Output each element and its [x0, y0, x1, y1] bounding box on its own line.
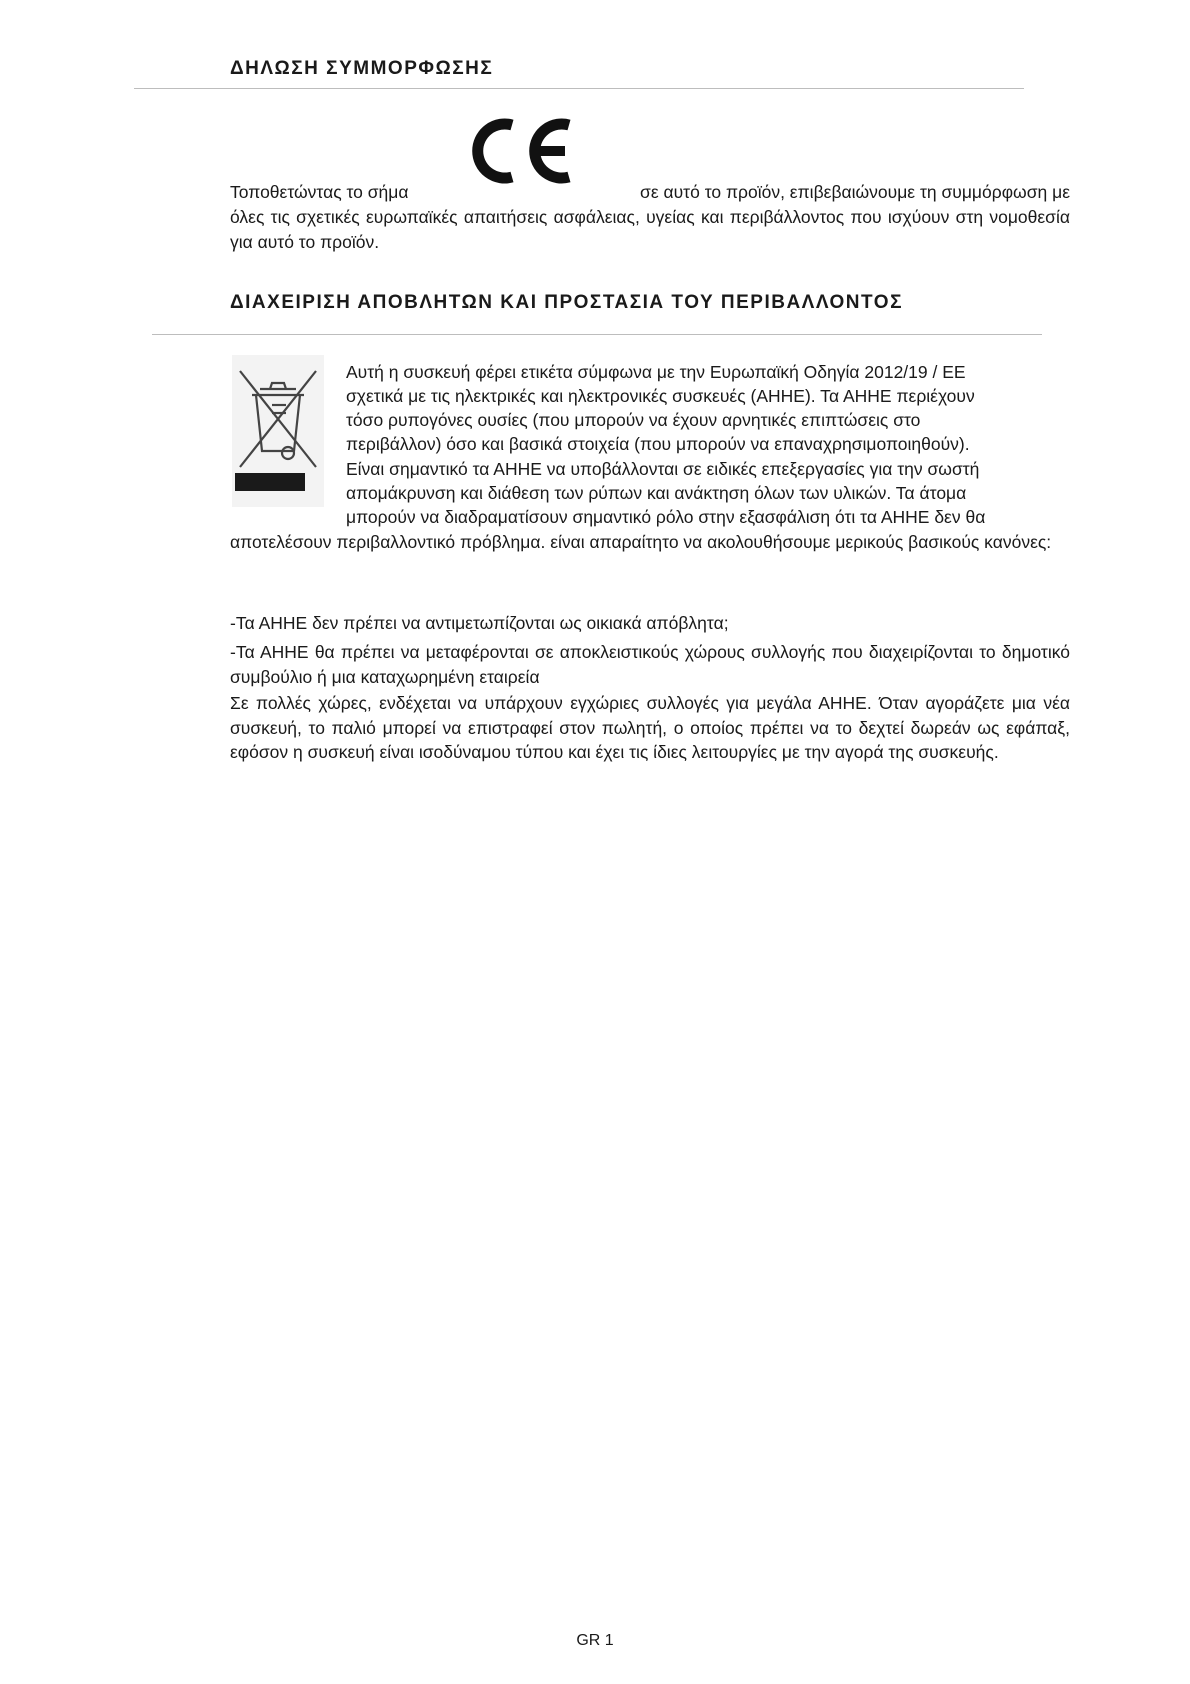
ce-text-after: σε αυτό το προϊόν, επιβεβαιώνουμε τη συμμόρφωση με [640, 182, 1070, 202]
waste-intro-line-2: σχετικά με τις ηλεκτρικές και ηλεκτρονικές συσκευές (ΑΗΗΕ). Τα ΑΗΗΕ περιέχουν [346, 386, 975, 406]
waste-intro-line-4: περιβάλλον) όσο και βασικά στοιχεία (που μπορούν να επαναχρησιμοποιηθούν). [346, 434, 970, 454]
page-number: GR 1 [576, 1632, 614, 1649]
waste-intro-line-5: Είναι σημαντικό τα ΑΗΗΕ να υποβάλλονται σε ειδικές επεξεργασίες για την σωστή [346, 459, 980, 479]
waste-heading: ΔΙΑΧΕΙΡΙΣΗ ΑΠΟΒΛΗΤΩΝ ΚΑΙ ΠΡΟΣΤΑΣΙΑ ΤΟΥ ΠΕΡΙΒΑΛΛΟΝΤΟΣ [230, 292, 903, 313]
waste-rule-collection: -Τα ΑΗΗΕ θα πρέπει να μεταφέρονται σε αποκλειστικούς χώρους συλλογής που διαχειρίζονται το δημοτικό συμβούλιο ή μια καταχωρημένη εταιρεία [230, 642, 1070, 687]
waste-intro-tail: αποτελέσουν περιβαλλοντικό πρόβλημα. είναι απαραίτητο να ακολουθήσουμε μερικούς βασικούς κανόνες: [230, 532, 1052, 552]
ce-mark-icon [468, 116, 576, 186]
waste-divider [152, 334, 1042, 335]
waste-rule-household: -Τα ΑΗΗΕ δεν πρέπει να αντιμετωπίζονται ως οικιακά απόβλητα; [230, 613, 729, 633]
declaration-continuation: όλες τις σχετικές ευρωπαϊκές απαιτήσεις ασφάλειας, υγείας και περιβάλλοντος που ισχύουν στη νομοθεσία για αυτό το προϊόν. [230, 207, 1070, 252]
ce-text-before: Τοποθετώντας το σήμα [230, 182, 409, 202]
waste-intro-line-7: μπορούν να διαδραματίσουν σημαντικό ρόλο στην εξασφάλιση ότι τα ΑΗΗΕ δεν θα [346, 507, 986, 527]
declaration-heading: ΔΗΛΩΣΗ ΣΥΜΜΟΡΦΩΣΗΣ [230, 58, 494, 79]
waste-intro-line-1: Αυτή η συσκευή φέρει ετικέτα σύμφωνα με την Ευρωπαϊκή Οδηγία 2012/19 / ΕΕ [346, 362, 966, 382]
waste-closing-paragraph: Σε πολλές χώρες, ενδέχεται να υπάρχουν εγχώριες συλλογές για μεγάλα ΑΗΗΕ. Όταν αγοράζετε μια νέα συσκευή, το παλιό μπορεί να επιστραφεί στον πωλητή, ο οποίος πρέπει να το δεχτεί δωρεάν ως εφάπαξ, εφόσον η συσκευή είναι ισοδύναμου τύπου και έχει τις ίδιες λειτουργίες με την αγορά της συσκευής. [230, 693, 1070, 762]
crossed-out-wheelie-bin-icon [232, 355, 324, 507]
waste-intro-line-6: απομάκρυνση και διάθεση των ρύπων και ανάκτηση όλων των υλικών. Τα άτομα [346, 483, 967, 503]
waste-intro-line-3: τόσο ρυπογόνες ουσίες (που μπορούν να έχουν αρνητικές επιπτώσεις στο [346, 410, 921, 430]
declaration-divider [134, 88, 1024, 89]
ce-sentence-line [230, 180, 1070, 205]
